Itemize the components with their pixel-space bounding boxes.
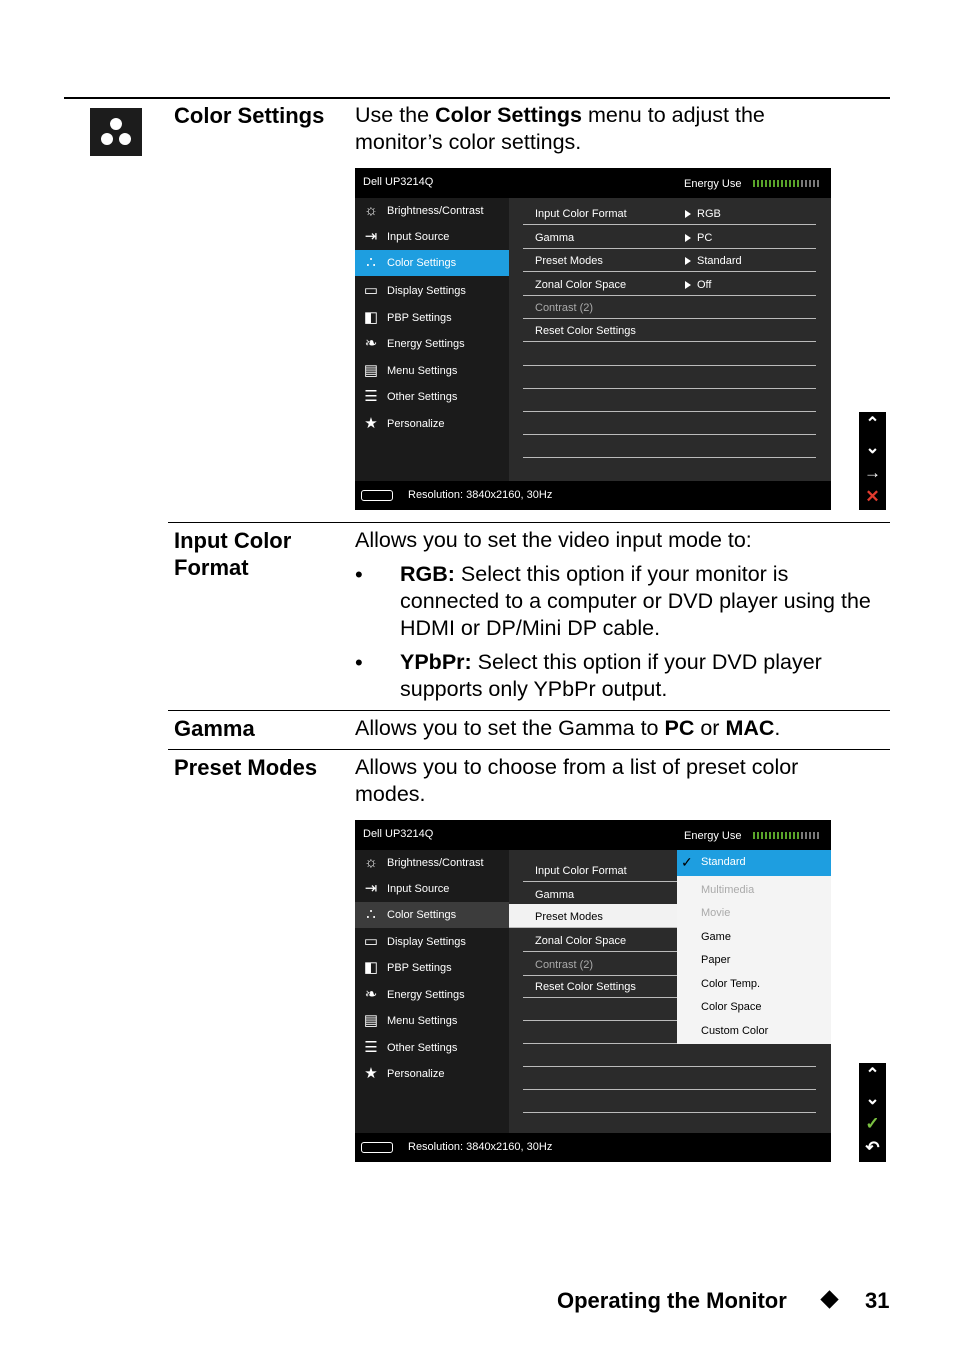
row-label: Zonal Color Space [535,279,627,291]
term-gamma: Gamma [174,716,255,741]
menu-item-label: Menu Settings [387,1015,458,1027]
menu-item-label: Color Settings [387,909,457,921]
preset-option-color-space[interactable]: Color Space [701,1001,762,1013]
diamond-icon [820,1290,838,1308]
menu-item-label: Input Source [387,231,450,243]
menu-item-label: Input Source [387,883,450,895]
brightness-icon: ☼ [364,202,378,219]
bullet-dot: • [355,650,363,675]
color-settings-icon: ∴ [366,254,376,271]
up-arrow-icon[interactable]: ⌃ [865,1065,880,1084]
desc-gamma [355,715,875,742]
menu-item-menu-settings[interactable] [355,1008,509,1034]
menu-item-brightness[interactable] [355,198,509,224]
displayport-icon [361,1142,393,1153]
footer-section-title: Operating the Monitor [557,1288,787,1313]
term-line: Input Color [174,528,292,553]
menu-item-label: Display Settings [387,936,466,948]
row-divider [168,749,890,750]
menu-settings-icon: ▤ [363,1012,379,1029]
osd-top-bar [355,168,831,198]
menu-item-label: Color Settings [387,257,457,269]
term-line: Format [174,555,249,580]
menu-item-label: Other Settings [387,391,458,403]
menu-item-other-settings[interactable] [355,384,509,410]
bullet-ypbpr [400,649,880,703]
row-label: Gamma [535,889,575,901]
osd-energy-label: Energy Use [684,830,742,842]
arrow-right-icon [685,234,691,242]
osd-preset-modes [355,820,831,1162]
term-preset-modes: Preset Modes [174,755,318,780]
submenu-row-empty [523,434,816,458]
row-divider [168,522,890,523]
menu-item-label: Brightness/Contrast [387,857,484,869]
arrow-right-icon [685,210,691,218]
preset-option-multimedia: Multimedia [701,884,755,896]
arrow-right-icon [685,281,691,289]
input-source-icon: ⇥ [364,880,378,897]
menu-item-personalize[interactable] [355,411,509,437]
bullet-bold: YPbPr: [400,650,472,674]
menu-item-label: Brightness/Contrast [387,205,484,217]
menu-item-label: Display Settings [387,285,466,297]
preset-option-color-temp[interactable]: Color Temp. [701,978,761,990]
submenu-row-gamma[interactable] [523,225,816,249]
down-arrow-icon[interactable]: ⌄ [865,1089,880,1108]
desc-text: Allows you to set the Gamma to [355,716,665,740]
bullet-dot: • [355,562,363,587]
preset-option-custom-color[interactable]: Custom Color [701,1025,769,1037]
menu-item-label: Energy Settings [387,338,465,350]
menu-item-label: PBP Settings [387,312,452,324]
row-label: Reset Color Settings [535,981,636,993]
menu-item-pbp-settings[interactable] [355,305,509,331]
osd-resolution: Resolution: 3840x2160, 30Hz [408,489,553,501]
osd-main-menu [355,198,509,481]
energy-meter-inactive [801,832,819,839]
menu-item-input-source[interactable] [355,876,509,902]
menu-item-input-source[interactable] [355,224,509,250]
menu-item-label: Menu Settings [387,365,458,377]
menu-item-personalize[interactable] [355,1061,509,1087]
desc-input-color-format: Allows you to set the video input mode to: [355,528,752,552]
desc-text: . [774,716,781,740]
row-value [685,279,711,291]
close-icon[interactable]: ✕ [865,487,880,506]
display-settings-icon: ▭ [363,933,379,950]
desc-bold: PC [664,716,695,740]
preset-option-game[interactable]: Game [701,931,731,943]
row-value-text: PC [697,232,713,244]
menu-item-label: Personalize [387,418,445,430]
row-label: Preset Modes [535,911,603,923]
desc-color-settings [355,102,825,156]
submenu-row-empty [523,1089,816,1113]
pbp-settings-icon: ◧ [363,309,379,326]
osd-submenu [509,198,831,481]
osd-model: Dell UP3214Q [363,828,434,840]
row-label: Reset Color Settings [535,325,636,337]
osd-main-menu [355,850,509,1133]
arrow-right-icon [685,257,691,265]
row-divider [168,710,890,711]
menu-item-display-settings[interactable] [355,929,509,955]
term-color-settings: Color Settings [174,103,325,128]
desc-bold: Color Settings [435,103,582,127]
menu-item-display-settings[interactable] [355,278,509,304]
bullet-bold: RGB: [400,562,455,586]
row-label: Contrast (2) [535,959,594,971]
desc-preset-modes: Allows you to choose from a list of preset color modes. [355,755,799,806]
menu-settings-icon: ▤ [363,362,379,379]
preset-option-paper[interactable]: Paper [701,954,731,966]
other-settings-icon: ☰ [364,388,378,405]
row-label: Contrast (2) [535,302,594,314]
submenu-row-input-color-format[interactable] [523,201,816,225]
osd-top-bar [355,820,831,850]
submenu-row-contrast [523,295,816,319]
displayport-icon [361,490,393,501]
bullet-text: Select this option if your DVD player supports only YPbPr output. [400,650,822,701]
submenu-row-empty [523,411,816,435]
osd-model: Dell UP3214Q [363,176,434,188]
bullet-text: Select this option if your monitor is connected to a computer or DVD player using the HDMI or DP/Mini DP cable. [400,562,871,640]
menu-item-pbp-settings[interactable] [355,955,509,981]
menu-item-menu-settings[interactable] [355,358,509,384]
menu-item-label: Other Settings [387,1042,458,1054]
desc-bold: MAC [725,716,775,740]
submenu-row-zonal-color-space[interactable] [523,272,816,296]
osd-resolution: Resolution: 3840x2160, 30Hz [408,1141,553,1153]
row-label: Zonal Color Space [535,935,627,947]
osd-nav-buttons [859,412,886,510]
submenu-row-empty [523,388,816,412]
energy-settings-icon: ❧ [364,335,378,352]
preset-option-standard[interactable]: Standard [701,856,746,868]
submenu-row-reset-color[interactable] [523,318,816,342]
row-label: Input Color Format [535,865,627,877]
row-label: Input Color Format [535,208,627,220]
pbp-settings-icon: ◧ [363,959,379,976]
enter-arrow-icon[interactable]: → [864,463,881,482]
top-rule [64,97,890,99]
menu-item-label: PBP Settings [387,962,452,974]
submenu-row-empty [523,1043,816,1067]
input-source-icon: ⇥ [364,228,378,245]
up-arrow-icon[interactable]: ⌃ [865,414,880,433]
menu-item-energy-settings[interactable] [355,331,509,357]
checkmark-icon: ✓ [681,854,693,870]
menu-item-color-settings[interactable] [355,250,509,276]
term-input-color-format [174,527,291,581]
menu-item-label: Personalize [387,1068,445,1080]
menu-item-label: Energy Settings [387,989,465,1001]
desc-text: or [694,716,726,740]
row-value-text: Standard [697,255,742,267]
menu-item-other-settings[interactable] [355,1035,509,1061]
star-icon: ★ [364,415,378,432]
osd-energy-label: Energy Use [684,178,742,190]
page-number: 31 [865,1288,890,1313]
row-value [685,232,712,244]
color-settings-icon [90,108,142,156]
submenu-row-empty [523,342,816,366]
row-label: Preset Modes [535,255,603,267]
row-value-text: RGB [697,208,721,220]
down-arrow-icon[interactable]: ⌄ [865,438,880,457]
submenu-row-empty [523,1111,816,1135]
row-value [685,255,742,267]
preset-options-list [677,850,831,1044]
bullet-rgb [400,561,890,642]
row-label: Gamma [535,232,575,244]
desc-text: menu to adjust the monitor’s color settings. [355,103,765,154]
osd-bottom-bar [355,481,831,510]
display-settings-icon: ▭ [363,282,379,299]
color-settings-icon: ∴ [366,906,376,923]
desc-text: Use the [355,103,436,127]
menu-item-color-settings[interactable] [355,902,509,928]
star-icon: ★ [364,1065,378,1082]
submenu-row-empty [523,1066,816,1090]
osd-nav-buttons [859,1063,886,1162]
menu-item-energy-settings[interactable] [355,982,509,1008]
osd-color-settings [355,168,831,510]
osd-bottom-bar [355,1133,831,1162]
energy-meter-inactive [801,180,819,187]
preset-option-movie: Movie [701,907,731,919]
energy-settings-icon: ❧ [364,986,378,1003]
other-settings-icon: ☰ [364,1039,378,1056]
brightness-icon: ☼ [364,854,378,871]
row-value-text: Off [697,279,712,291]
submenu-row-empty [523,365,816,389]
row-value [685,208,721,220]
back-icon[interactable]: ↶ [865,1138,880,1157]
checkmark-icon[interactable]: ✓ [865,1114,880,1133]
menu-item-brightness[interactable] [355,850,509,876]
submenu-row-preset-modes[interactable] [523,248,816,272]
